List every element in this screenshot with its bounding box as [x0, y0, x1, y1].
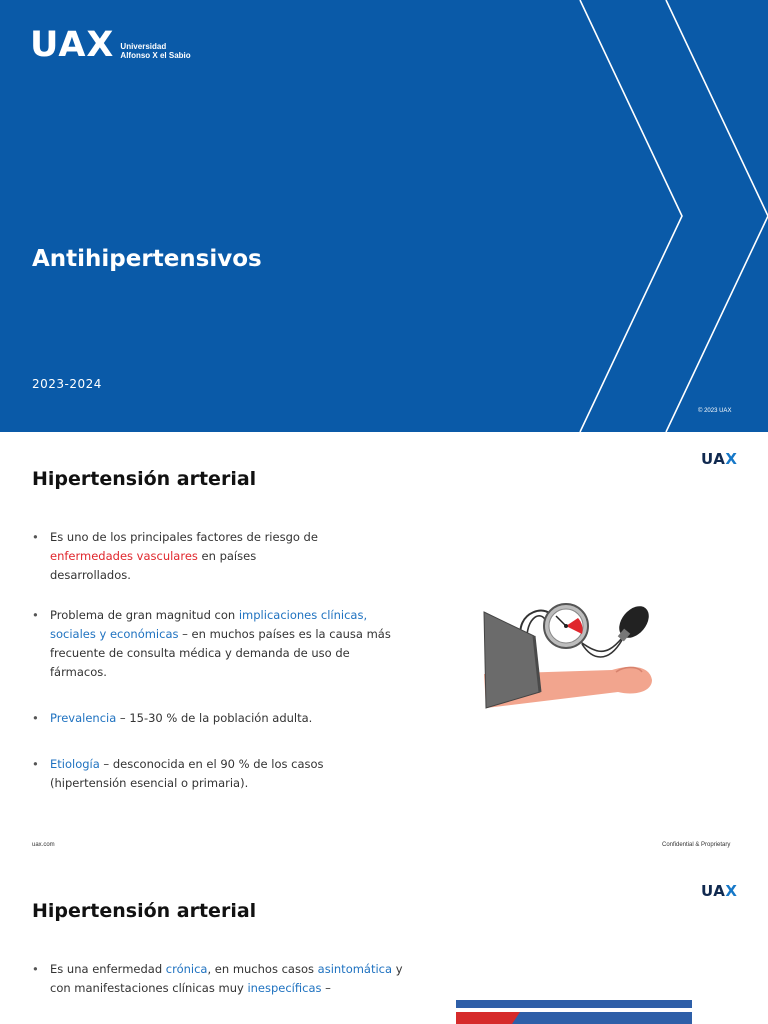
academic-year: 2023-2024 — [32, 377, 102, 391]
bullet-text: – — [321, 981, 331, 995]
bullet-text: Es uno de los principales factores de riesgo de — [50, 530, 318, 544]
bullet-text: – 15-30 % de la población adulta. — [116, 711, 313, 725]
bullet-text: Es una enfermedad — [50, 962, 166, 976]
uax-logo — [30, 25, 191, 65]
partial-image — [456, 1000, 692, 1024]
bullet-text: y con manifestaciones clínicas muy — [50, 962, 403, 995]
bullet-item — [32, 709, 392, 728]
bullet-highlight: enfermedades vasculares — [50, 549, 198, 563]
logo-subtitle — [120, 42, 190, 60]
bullet-marker: • — [32, 608, 39, 622]
bullet-text: – desconocida en el 90 % de los casos (hipertensión esencial o primaria). — [50, 757, 324, 790]
bullet-text: , en muchos casos — [207, 962, 318, 976]
bullet-highlight: Etiología — [50, 757, 100, 771]
slide-hipertension-2 — [0, 864, 768, 1024]
slide-heading: Hipertensión arterial — [32, 468, 257, 490]
blood-pressure-monitor-illustration — [482, 600, 658, 710]
bullet-item — [32, 606, 392, 682]
bullet-item — [32, 755, 392, 793]
slide-logo-x: X — [725, 882, 738, 900]
bullet-highlight: implicaciones clínicas, sociales y económicas — [50, 608, 368, 641]
footer-confidential: Confidential & Proprietary — [662, 842, 731, 848]
chevron-decoration — [0, 0, 768, 432]
slide-logo-x: X — [725, 450, 738, 468]
title-slide — [0, 0, 768, 432]
bullet-highlight: asintomática — [317, 962, 393, 976]
slide-hipertension-1 — [0, 432, 768, 864]
slide-heading: Hipertensión arterial — [32, 900, 257, 922]
bullet-text: – en muchos países es la causa más frecuente de consulta médica y demanda de uso de fármacos. — [50, 627, 391, 679]
logo-line-1: Universidad — [120, 42, 167, 51]
bullet-text: Problema de gran magnitud con — [50, 608, 239, 622]
bullet-highlight: Prevalencia — [50, 711, 117, 725]
slide-logo-main: UA — [701, 450, 726, 468]
slide-logo — [701, 450, 737, 468]
bullet-marker: • — [32, 962, 39, 976]
copyright-notice: © 2023 UAX — [698, 408, 732, 414]
bullet-item — [32, 528, 332, 585]
bullet-item — [32, 960, 412, 998]
bullet-list — [32, 960, 403, 998]
slide-logo-main: UA — [701, 882, 726, 900]
logo-line-2: Alfonso X el Sabio — [120, 51, 191, 60]
logo-mark: UAX — [30, 25, 115, 65]
presentation-title: Antihipertensivos — [32, 246, 262, 272]
bullet-marker: • — [32, 530, 39, 544]
bullet-highlight: inespecíficas — [247, 981, 322, 995]
footer-url: uax.com — [32, 842, 55, 848]
slide-logo — [701, 882, 737, 900]
bullet-text: en países desarrollados. — [50, 549, 257, 582]
bullet-highlight: crónica — [165, 962, 208, 976]
bullet-marker: • — [32, 757, 39, 771]
bullet-marker: • — [32, 711, 39, 725]
bullet-list — [32, 528, 392, 793]
